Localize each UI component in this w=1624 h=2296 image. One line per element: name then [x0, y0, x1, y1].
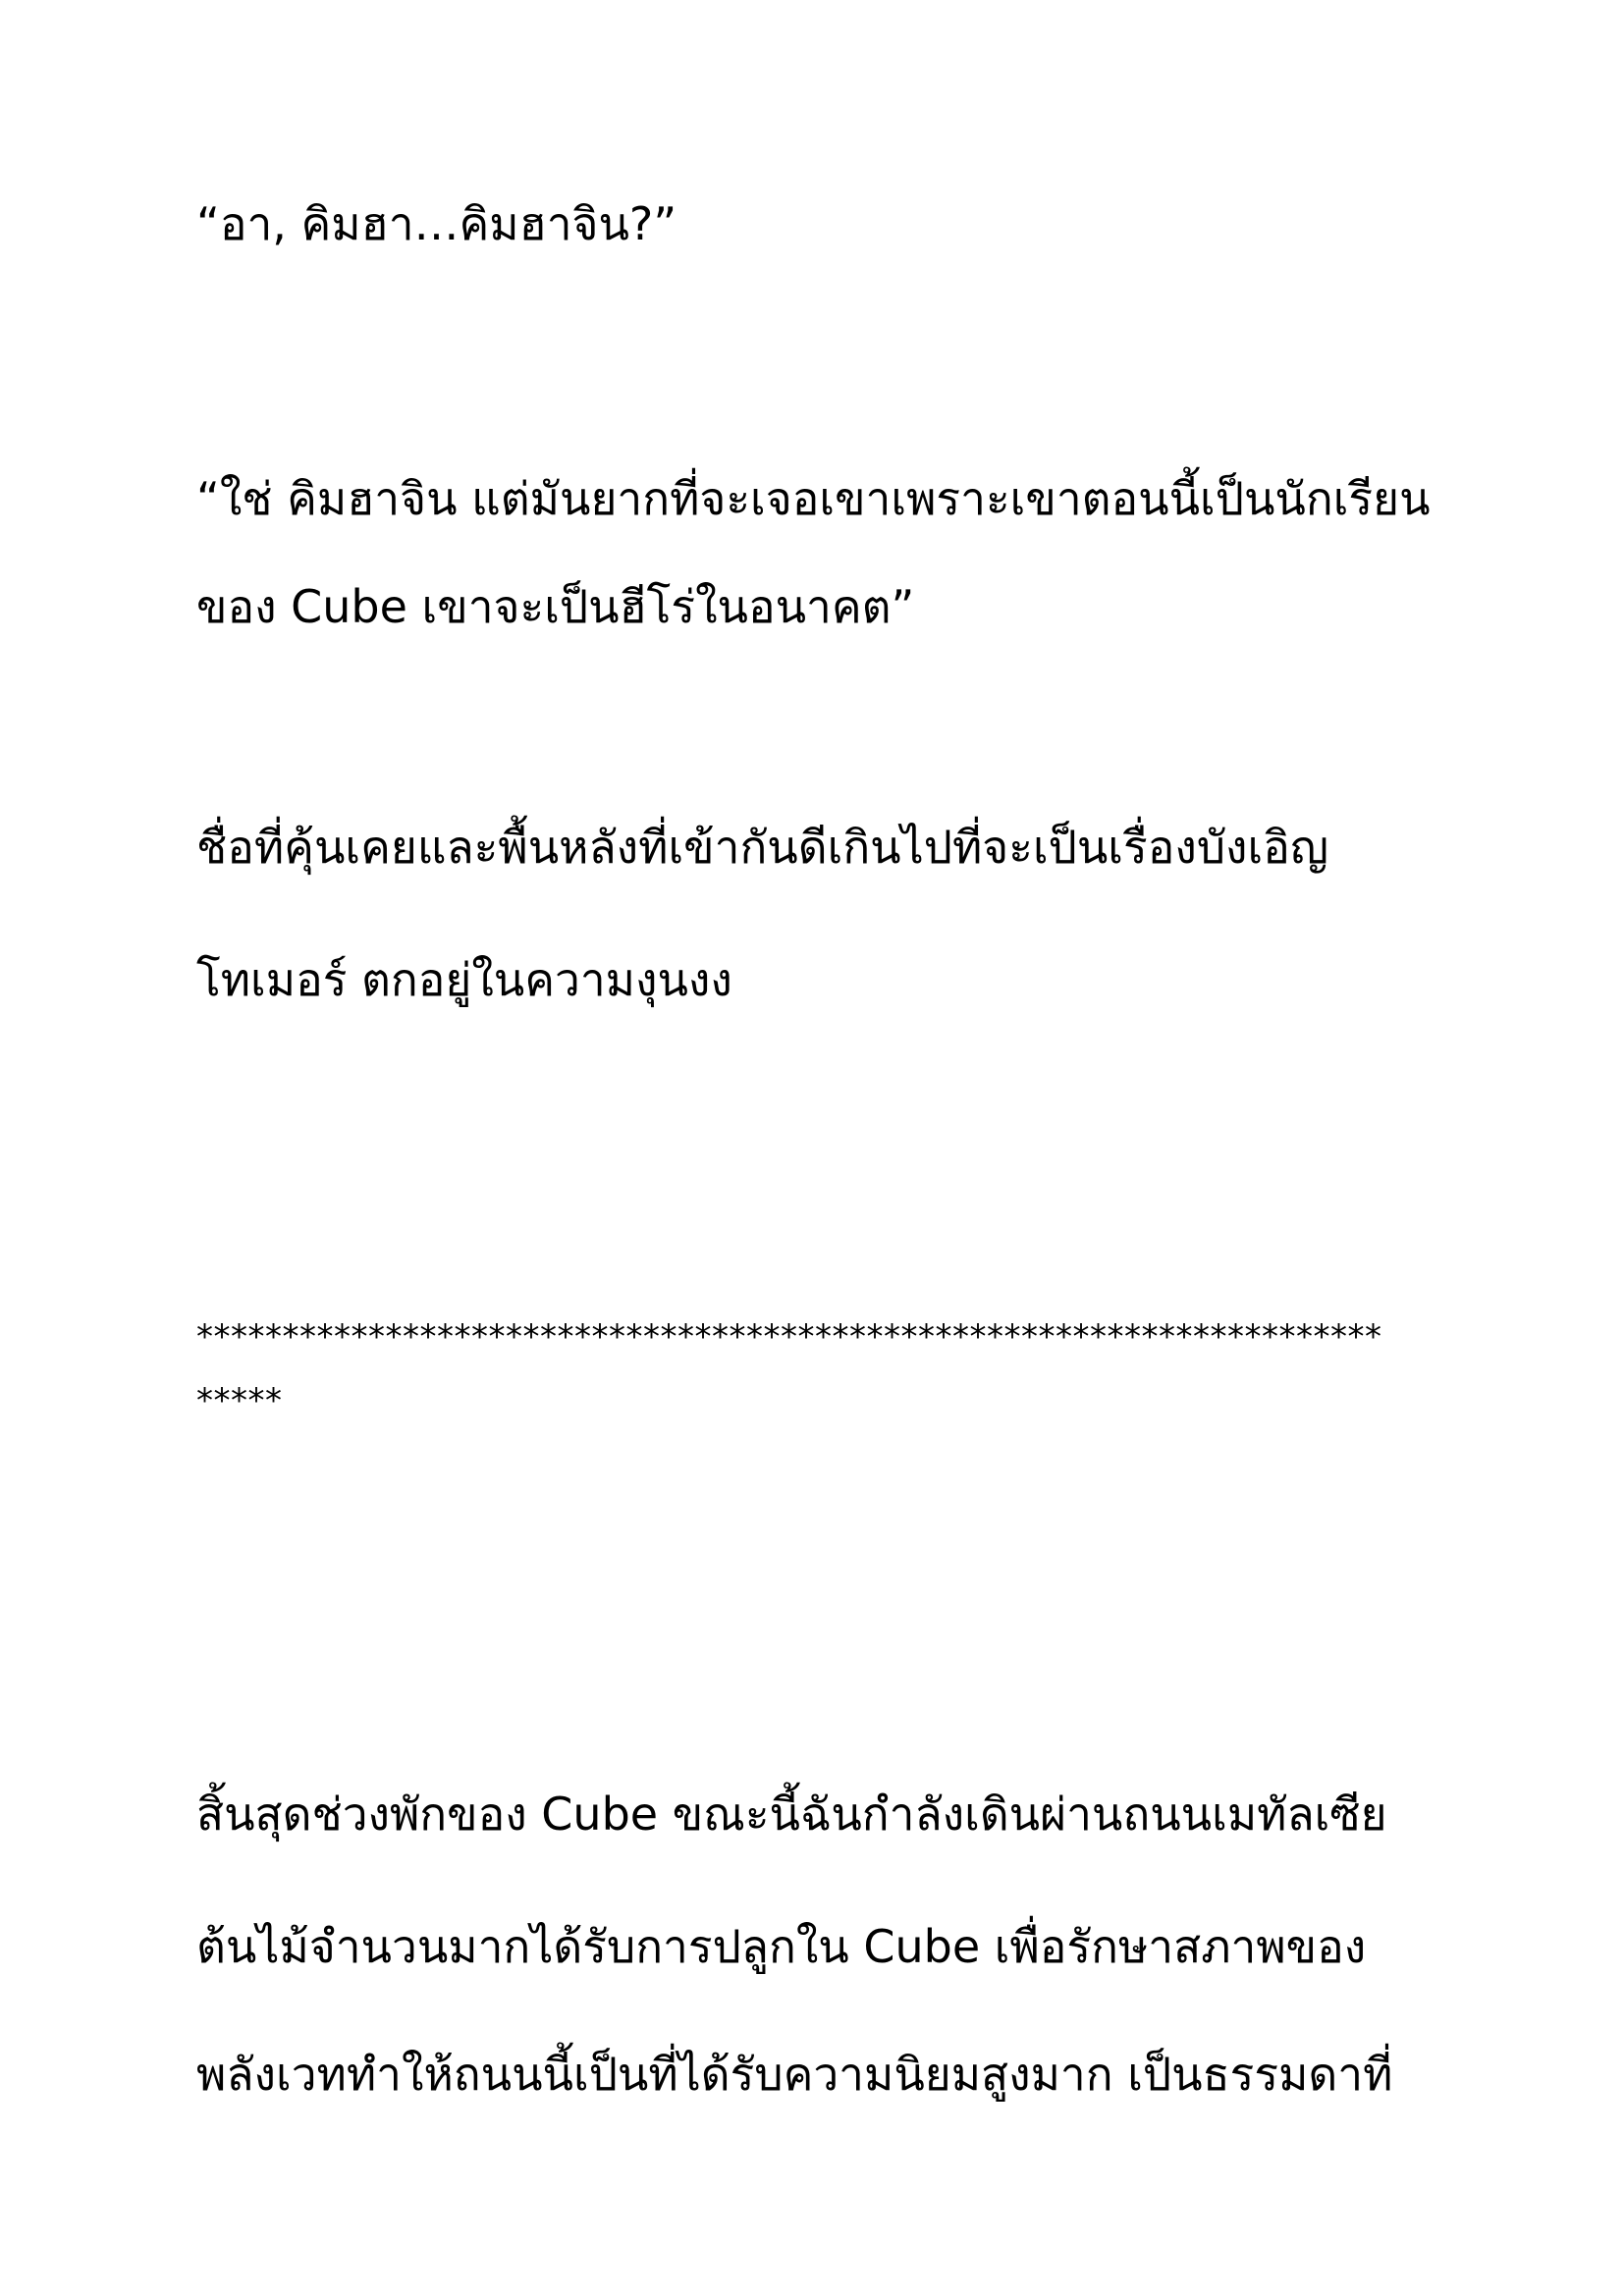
scene-separator: ********************************************************************* [196, 1317, 1382, 1357]
dialogue-line: “อา, คิมฮา…คิมฮาจิน?” [196, 197, 677, 250]
narration-line: ต้นไม้จำนวนมากได้รับการปลูกใน Cube เพื่อรักษาสภาพของ [196, 1920, 1367, 1973]
dialogue-line: ของ Cube เขาจะเป็นฮีโร่ในอนาคต” [196, 580, 915, 633]
narration-line: สิ้นสุดช่วงพักของ Cube ขณะนี้ฉันกำลังเดินผ่านถนนเมทัลเซีย [196, 1788, 1387, 1841]
narration-line: พลังเวททำให้ถนนนี้เป็นที่ได้รับความนิยมสูงมาก เป็นธรรมดาที่ [196, 2048, 1393, 2101]
dialogue-line: “ใช่ คิมฮาจิน แต่มันยากที่จะเจอเขาเพราะเขาตอนนี้เป็นนักเรียน [196, 472, 1431, 525]
narration-line: ชื่อที่คุ้นเคยและพื้นหลังที่เข้ากันดีเกินไปที่จะเป็นเรื่องบังเอิญ [196, 821, 1329, 874]
scene-separator: ***** [196, 1381, 283, 1420]
narration-line: โทเมอร์ ตกอยู่ในความงุนงง [196, 953, 732, 1006]
